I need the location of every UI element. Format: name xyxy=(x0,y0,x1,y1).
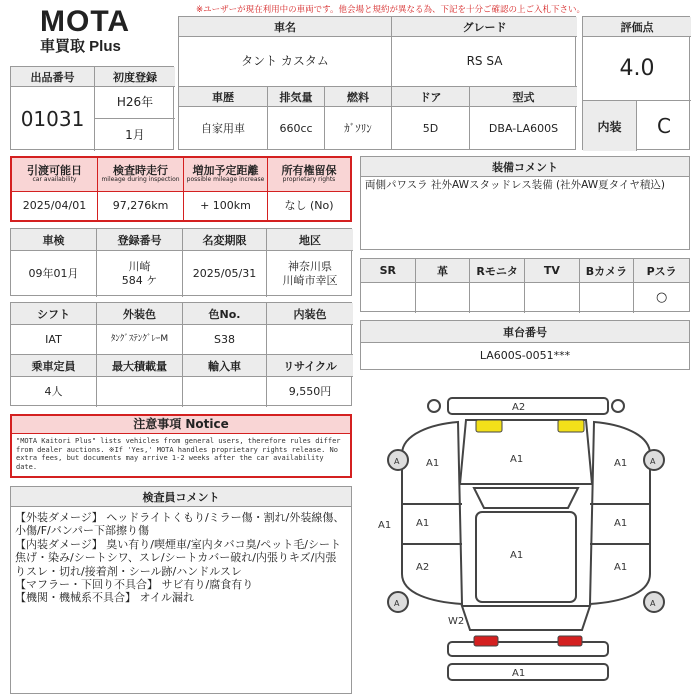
displacement: 660cc xyxy=(268,107,325,150)
color-no-label: 色No. xyxy=(183,303,267,325)
options-box xyxy=(360,258,690,312)
mileage-header xyxy=(98,158,184,192)
capacity-label: 乗車定員 xyxy=(11,355,97,377)
history-label: 車歴 xyxy=(179,87,268,107)
pickup-label: 引渡可能日 xyxy=(27,164,82,178)
interior-grade: C xyxy=(657,113,671,138)
option-header-sr: SR xyxy=(361,259,416,283)
top-note: ※ユーザーが現在利用中の車両です。他会場と規約が異なる為、下記を十分ご確認の上ご入札下さい。 xyxy=(196,5,585,15)
dmg-label-wheel-rr: A xyxy=(650,599,656,608)
roof xyxy=(476,512,576,602)
dmg-label-wheel-rl: A xyxy=(394,599,400,608)
rights-sub: proprietary rights xyxy=(282,176,336,184)
front-bumper xyxy=(448,398,608,414)
dmg-label-left-front-door: A1 xyxy=(416,518,430,529)
ext-color: ﾀﾝｸﾞｽﾃﾝｸﾞﾚｰM xyxy=(97,325,183,355)
grade-label: グレード xyxy=(392,17,577,37)
option-value-leather xyxy=(416,283,471,313)
left-body xyxy=(402,422,462,604)
equipment-box xyxy=(360,156,690,250)
dmg-label-wheel-fl: A xyxy=(394,457,400,466)
registration-box xyxy=(10,228,352,296)
listing-number: 01031 xyxy=(11,87,95,151)
inspector-label: 検査員コメント xyxy=(11,487,351,507)
dmg-label-left-rear-door: A2 xyxy=(416,562,430,573)
inspection-label: 車検 xyxy=(11,229,97,251)
dmg-label-right-rear-door: A1 xyxy=(614,562,628,573)
rear-bumper xyxy=(448,664,608,680)
grade: RS SA xyxy=(392,37,577,87)
specs-box xyxy=(10,302,352,406)
mileage: 97,276km xyxy=(98,192,184,220)
fuel: ｶﾞｿﾘﾝ xyxy=(325,107,392,150)
notice-text: "MOTA Kaitori Plus" lists vehicles from general users, therefore rules differ from dealer auctions. ※If 'Yes,' MOTA handles proprietary rights release. No extra fees, but documents may arrive 1-2 weeks after the car availability date. xyxy=(16,437,341,471)
rear-right-light-damage-marker xyxy=(558,636,582,646)
logo-text: MOTA xyxy=(40,5,131,38)
doors: 5D xyxy=(392,107,470,150)
region-line1: 神奈川県 xyxy=(288,260,332,274)
model: DBA-LA600S xyxy=(488,121,559,135)
car-name-label: 車名 xyxy=(179,17,392,37)
option-value-pslide: ○ xyxy=(655,289,668,305)
option-header-rmonitor: Rモニタ xyxy=(470,259,525,283)
color-no: S38 xyxy=(183,325,267,355)
dmg-label-left-front-fender: A1 xyxy=(426,458,440,469)
dmg-label-rear-bumper: A1 xyxy=(512,668,526,679)
chassis-box xyxy=(360,320,690,370)
rear-hatch xyxy=(448,642,608,656)
inspector-text: 【外装ダメージ】 ヘッドライトくもり/ミラー傷・割れ/外装線傷、小傷/F/バンパー下部擦り傷 【内装ダメージ】 臭い有り/喫煙車/室内タバコ臭/ペット毛/シート焦げ・染み/シートシワ、スレ/シートカバー破れ/内張りキズ/内張りスレ・切れ/接着剤・シール跡/ハンドルスレ 【マフラー・下回り不具合】 サビ有り/腐食有り 【機関・機械系不具合】 オイル漏れ xyxy=(15,511,345,605)
plate-line2: 584 ケ xyxy=(121,274,158,287)
notice-title: 注意事項 Notice xyxy=(12,416,350,434)
import xyxy=(183,377,267,407)
deadline-label: 名変期限 xyxy=(183,229,267,251)
damage-map xyxy=(362,384,690,696)
dmg-label-front-bumper: A2 xyxy=(512,402,526,413)
chassis-label: 車台番号 xyxy=(361,321,689,343)
int-color xyxy=(267,325,353,355)
rear-glass xyxy=(462,606,590,630)
shift-label: シフト xyxy=(11,303,97,325)
windshield xyxy=(474,488,578,508)
interior-label: 内装 xyxy=(583,101,637,151)
first-reg-label: 初度登録 xyxy=(95,67,175,87)
dmg-label-right-front-door: A1 xyxy=(614,518,628,529)
rear-left-light-damage-marker xyxy=(474,636,498,646)
import-label: 輸入車 xyxy=(183,355,267,377)
load xyxy=(97,377,183,407)
increase-header xyxy=(184,158,268,192)
chassis-number: LA600S-0051*** xyxy=(479,349,571,363)
increase-label: 増加予定距離 xyxy=(192,164,259,178)
dmg-label-hood: A1 xyxy=(510,454,524,465)
front-right-light-damage-marker xyxy=(558,420,584,432)
dmg-label-rear-glass: W2 xyxy=(448,616,465,627)
mota-logo xyxy=(40,6,130,56)
recycle-label: リサイクル xyxy=(267,355,353,377)
rights-label: 所有権留保 xyxy=(281,164,337,178)
option-value-tv xyxy=(525,283,580,313)
region-line2: 川崎市幸区 xyxy=(282,274,338,287)
capacity: 4人 xyxy=(11,377,97,407)
model-label: 型式 xyxy=(470,87,577,107)
score-value: 4.0 xyxy=(583,37,691,101)
doors-label: ドア xyxy=(392,87,470,107)
plate-line1: 川崎 xyxy=(128,260,151,274)
recycle-fee: 9,550円 xyxy=(288,385,332,399)
option-value-sr xyxy=(361,283,416,313)
mileage-sub: mileage during inspection xyxy=(101,176,180,184)
increase-sub: possible mileage increase xyxy=(186,176,265,184)
option-value-rmonitor xyxy=(470,283,525,313)
dmg-label-left-side: A1 xyxy=(378,520,392,531)
option-header-pslide: Pスラ xyxy=(634,259,689,283)
wheel-icons xyxy=(388,450,664,612)
front-left-light xyxy=(428,400,440,412)
pickup-date: 2025/04/01 xyxy=(12,192,98,220)
pickup-header xyxy=(12,158,98,192)
notice-box xyxy=(10,414,352,478)
proprietary-rights: なし (No) xyxy=(284,199,334,213)
listing-box xyxy=(10,66,174,150)
inspection-date: 09年01月 xyxy=(11,251,97,297)
right-body xyxy=(590,422,650,604)
equipment-text: 両側パワスラ 社外AWスタッドレス装備 (社外AW夏タイヤ積込) xyxy=(365,179,666,191)
plate-number xyxy=(97,251,183,297)
region-label: 地区 xyxy=(267,229,353,251)
first-reg-month: 1月 xyxy=(125,127,145,142)
option-header-bcamera: Bカメラ xyxy=(580,259,635,283)
option-header-tv: TV xyxy=(525,259,580,283)
shift: IAT xyxy=(11,325,97,355)
option-value-bcamera xyxy=(580,283,635,313)
fuel-label: 燃料 xyxy=(325,87,392,107)
mileage-increase: + 100km xyxy=(184,192,268,220)
dmg-label-right-front-fender: A1 xyxy=(614,458,628,469)
score-box xyxy=(582,16,690,150)
rights-header xyxy=(268,158,350,192)
inspector-box xyxy=(10,486,352,694)
dmg-label-roof: A1 xyxy=(510,550,524,561)
score-label: 評価点 xyxy=(583,17,691,37)
load-label: 最大積載量 xyxy=(97,355,183,377)
int-color-label: 内装色 xyxy=(267,303,353,325)
deadline: 2025/05/31 xyxy=(183,251,267,297)
plate-label: 登録番号 xyxy=(97,229,183,251)
front-left-light-damage-marker xyxy=(476,420,502,432)
displacement-label: 排気量 xyxy=(268,87,325,107)
equipment-label: 装備コメント xyxy=(361,157,689,177)
mileage-label: 検査時走行 xyxy=(113,164,168,178)
option-header-leather: 革 xyxy=(416,259,471,283)
front-right-light xyxy=(612,400,624,412)
history: 自家用車 xyxy=(179,107,268,150)
dmg-label-wheel-fr: A xyxy=(650,457,656,466)
logo-subtext: 車買取 Plus xyxy=(40,38,121,55)
ext-color-label: 外装色 xyxy=(97,303,183,325)
car-name: タント カスタム xyxy=(179,37,392,87)
vehicle-box xyxy=(178,16,576,150)
region xyxy=(267,251,353,297)
listing-number-label: 出品番号 xyxy=(11,67,95,87)
key-info-box xyxy=(10,156,352,222)
first-reg-year: H26年 xyxy=(95,87,175,119)
pickup-sub: car availability xyxy=(32,176,77,184)
